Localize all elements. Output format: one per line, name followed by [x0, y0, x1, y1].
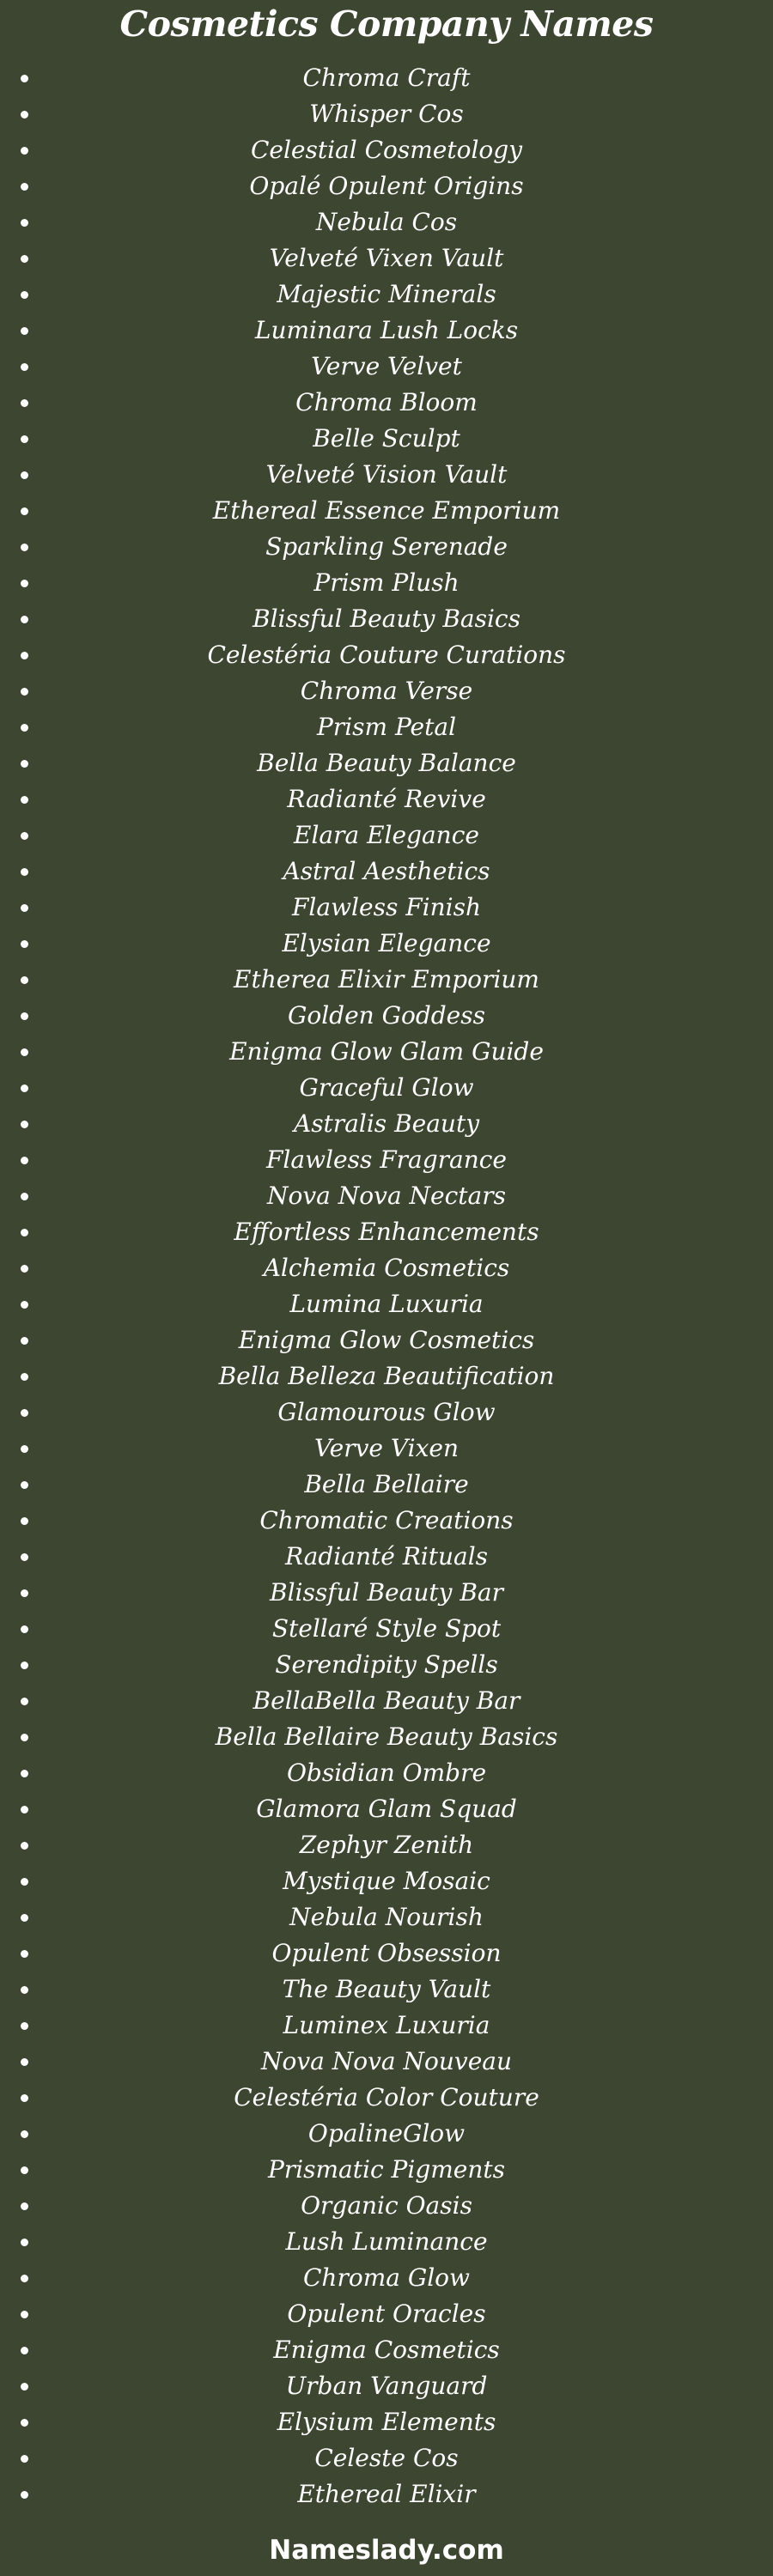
bullet-icon: [21, 471, 28, 479]
list-item: [0, 601, 773, 637]
bullet-icon: [21, 1301, 28, 1309]
bullet-icon: [21, 2130, 28, 2138]
bullet-icon: [21, 2455, 28, 2463]
list-item: [0, 1178, 773, 1214]
company-name: Glamourous Glow: [277, 1398, 496, 1426]
bullet-icon: [21, 2022, 28, 2030]
bullet-icon: [21, 1662, 28, 1669]
company-name: Bella Bellaire Beauty Basics: [215, 1722, 558, 1751]
company-name: Zephyr Zenith: [299, 1831, 474, 1859]
company-name: Elysian Elegance: [282, 929, 491, 957]
company-name: Effortless Enhancements: [234, 1218, 539, 1246]
list-item: [0, 1935, 773, 1971]
bullet-icon: [21, 1589, 28, 1597]
company-name: Chroma Glow: [303, 2263, 470, 2292]
list-item: [0, 96, 773, 132]
list-item: [0, 1070, 773, 1106]
bullet-icon: [21, 904, 28, 912]
list-item: [0, 1863, 773, 1899]
bullet-icon: [21, 363, 28, 371]
company-name: Astralis Beauty: [293, 1109, 480, 1138]
company-name: Mystique Mosaic: [283, 1867, 490, 1895]
company-name: Opulent Oracles: [287, 2300, 486, 2328]
company-name: Bella Bellaire: [304, 1470, 469, 1498]
company-name: Chroma Bloom: [295, 388, 478, 416]
bullet-icon: [21, 111, 28, 118]
list-item: [0, 2332, 773, 2368]
bullet-icon: [21, 2491, 28, 2499]
bullet-icon: [21, 1481, 28, 1489]
list-item: [0, 2080, 773, 2116]
bullet-icon: [21, 2202, 28, 2210]
company-name: Bella Beauty Balance: [257, 749, 516, 777]
list-item: [0, 2116, 773, 2152]
company-name: Whisper Cos: [309, 100, 464, 128]
bullet-icon: [21, 399, 28, 407]
list-item: [0, 890, 773, 926]
bullet-icon: [21, 1842, 28, 1850]
list-item: [0, 1034, 773, 1070]
list-item: [0, 204, 773, 240]
list-item: [0, 132, 773, 168]
company-name: Nebula Nourish: [289, 1903, 484, 1931]
company-name: The Beauty Vault: [282, 1975, 491, 2003]
bullet-icon: [21, 796, 28, 804]
company-name: Nova Nova Nouveau: [260, 2047, 513, 2075]
company-name: Chroma Craft: [302, 64, 471, 92]
company-name: Verve Vixen: [314, 1434, 459, 1462]
company-name: Graceful Glow: [299, 1073, 474, 1102]
bullet-icon: [21, 1048, 28, 1056]
bullet-icon: [21, 2383, 28, 2391]
list-item: [0, 529, 773, 565]
bullet-icon: [21, 2311, 28, 2318]
bullet-icon: [21, 2239, 28, 2246]
bullet-icon: [21, 1265, 28, 1273]
list-item: [0, 1647, 773, 1683]
bullet-icon: [21, 219, 28, 227]
bullet-icon: [21, 1553, 28, 1561]
company-name: Luminex Luxuria: [283, 2011, 490, 2039]
list-item: [0, 745, 773, 781]
bullet-icon: [21, 75, 28, 82]
list-item: [0, 1322, 773, 1358]
bullet-icon: [21, 616, 28, 623]
list-item: [0, 421, 773, 457]
company-name: Majestic Minerals: [277, 280, 496, 308]
company-name: Lush Luminance: [285, 2227, 488, 2256]
bullet-icon: [21, 1229, 28, 1236]
company-name: Ethereal Elixir: [297, 2480, 476, 2508]
company-name: Enigma Cosmetics: [273, 2336, 500, 2364]
company-name: Prism Petal: [316, 713, 457, 741]
footer-site-name: Nameslady.com: [269, 2535, 504, 2566]
list-item: [0, 2368, 773, 2404]
company-name: Ethereal Essence Emporium: [212, 496, 561, 525]
company-name: Glamora Glam Squad: [256, 1795, 517, 1823]
company-name: OpalineGlow: [307, 2119, 466, 2148]
list-item: [0, 168, 773, 204]
list-item: [0, 1286, 773, 1322]
company-name: Prismatic Pigments: [267, 2155, 506, 2184]
bullet-icon: [21, 1409, 28, 1417]
bullet-icon: [21, 1770, 28, 1777]
company-name: Verve Velvet: [311, 352, 462, 380]
company-name: Bella Belleza Beautification: [218, 1362, 555, 1390]
list-item: [0, 998, 773, 1034]
company-name: Organic Oasis: [301, 2191, 472, 2220]
list-item: [0, 1358, 773, 1394]
bullet-icon: [21, 1986, 28, 1994]
list-item: [0, 926, 773, 962]
bullet-icon: [21, 760, 28, 768]
list-item: [0, 1394, 773, 1431]
list-item: [0, 673, 773, 709]
list-item: [0, 2044, 773, 2080]
list-item: [0, 1250, 773, 1286]
list-item: [0, 1467, 773, 1503]
bullet-icon: [21, 1734, 28, 1741]
list-item: [0, 457, 773, 493]
list-item: [0, 1214, 773, 1250]
list-item: [0, 637, 773, 673]
company-name: Enigma Glow Cosmetics: [238, 1326, 535, 1354]
list-item: [0, 2260, 773, 2296]
bullet-icon: [21, 1157, 28, 1164]
bullet-icon: [21, 976, 28, 984]
list-item: [0, 1971, 773, 2008]
list-item: [0, 2296, 773, 2332]
bullet-icon: [21, 1373, 28, 1381]
bullet-icon: [21, 1517, 28, 1525]
list-item: [0, 1611, 773, 1647]
list-item: [0, 854, 773, 890]
company-name: Velveté Vixen Vault: [269, 244, 504, 272]
bullet-icon: [21, 147, 28, 155]
company-name: Nova Nova Nectars: [267, 1182, 506, 1210]
company-name: Enigma Glow Glam Guide: [229, 1037, 544, 1066]
list-item: [0, 2476, 773, 2512]
bullet-icon: [21, 2419, 28, 2427]
company-name: Celestéria Couture Curations: [207, 641, 566, 669]
bullet-icon: [21, 580, 28, 587]
company-name: Nebula Cos: [315, 208, 458, 236]
list-item: [0, 565, 773, 601]
list-item: [0, 385, 773, 421]
bullet-icon: [21, 724, 28, 732]
list-item: [0, 1431, 773, 1467]
list-item: [0, 781, 773, 817]
list-item: [0, 276, 773, 313]
bullet-icon: [21, 544, 28, 551]
company-name: Blissful Beauty Bar: [270, 1578, 503, 1607]
list-item: [0, 817, 773, 854]
company-name: Astral Aesthetics: [283, 857, 490, 885]
company-name: Stellaré Style Spot: [271, 1614, 502, 1643]
bullet-icon: [21, 1806, 28, 1814]
company-name: Radianté Rituals: [284, 1542, 489, 1571]
company-name: Flawless Finish: [292, 893, 481, 921]
list-item: [0, 1719, 773, 1755]
company-name: Elysium Elements: [277, 2408, 496, 2436]
company-name: Opulent Obsession: [271, 1939, 502, 1967]
company-name: Obsidian Ombre: [286, 1759, 487, 1787]
company-name: Golden Goddess: [288, 1001, 485, 1030]
company-name: Celestéria Color Couture: [234, 2083, 539, 2111]
list-item: [0, 709, 773, 745]
list-item: [0, 1683, 773, 1719]
list-item: [0, 1791, 773, 1827]
bullet-icon: [21, 832, 28, 840]
bullet-icon: [21, 1914, 28, 1922]
company-name: Chroma Verse: [300, 677, 473, 705]
bullet-icon: [21, 1084, 28, 1092]
bullet-icon: [21, 507, 28, 515]
company-name: Celeste Cos: [314, 2444, 459, 2472]
company-name: Belle Sculpt: [313, 424, 460, 453]
company-name: Luminara Lush Locks: [254, 316, 519, 344]
company-name: Radianté Revive: [287, 785, 486, 813]
company-name: Serendipity Spells: [275, 1650, 498, 1679]
company-name: Blissful Beauty Basics: [253, 605, 520, 633]
names-list: [0, 60, 773, 2512]
bullet-icon: [21, 291, 28, 299]
bullet-icon: [21, 183, 28, 191]
list-item: [0, 1899, 773, 1935]
list-item: [0, 1575, 773, 1611]
company-name: Celestial Cosmetology: [250, 136, 523, 164]
company-name: Chromatic Creations: [259, 1506, 514, 1534]
list-item: [0, 493, 773, 529]
list-item: [0, 60, 773, 96]
company-name: Etherea Elixir Emporium: [234, 965, 539, 993]
bullet-icon: [21, 2166, 28, 2174]
list-item: [0, 2152, 773, 2188]
bullet-icon: [21, 1698, 28, 1705]
company-name: Flawless Fragrance: [266, 1145, 507, 1174]
bullet-icon: [21, 2275, 28, 2282]
list-item: [0, 1503, 773, 1539]
company-name: BellaBella Beauty Bar: [253, 1686, 520, 1715]
list-item: [0, 349, 773, 385]
bullet-icon: [21, 1121, 28, 1128]
bullet-icon: [21, 868, 28, 876]
bullet-icon: [21, 688, 28, 696]
list-item: [0, 1755, 773, 1791]
bullet-icon: [21, 1950, 28, 1958]
list-item: [0, 2440, 773, 2476]
bullet-icon: [21, 940, 28, 948]
bullet-icon: [21, 2094, 28, 2102]
list-item: [0, 2008, 773, 2044]
list-item: [0, 962, 773, 998]
bullet-icon: [21, 1445, 28, 1453]
bullet-icon: [21, 2058, 28, 2066]
bullet-icon: [21, 1337, 28, 1345]
bullet-icon: [21, 255, 28, 263]
list-item: [0, 1106, 773, 1142]
company-name: Alchemia Cosmetics: [263, 1254, 510, 1282]
list-item: [0, 313, 773, 349]
bullet-icon: [21, 652, 28, 659]
bullet-icon: [21, 435, 28, 443]
bullet-icon: [21, 2347, 28, 2354]
list-item: [0, 2404, 773, 2440]
company-name: Urban Vanguard: [285, 2372, 488, 2400]
company-name: Opalé Opulent Origins: [249, 172, 524, 200]
bullet-icon: [21, 1193, 28, 1200]
list-item: [0, 1539, 773, 1575]
bullet-icon: [21, 1625, 28, 1633]
company-name: Prism Plush: [313, 568, 460, 597]
bullet-icon: [21, 327, 28, 335]
page-title: Cosmetics Company Names: [119, 3, 654, 45]
list-item: [0, 1827, 773, 1863]
company-name: Sparkling Serenade: [265, 532, 508, 561]
list-item: [0, 2224, 773, 2260]
company-name: Lumina Luxuria: [289, 1290, 484, 1318]
company-name: Velveté Vision Vault: [265, 460, 508, 489]
company-name: Elara Elegance: [294, 821, 479, 849]
bullet-icon: [21, 1878, 28, 1886]
list-item: [0, 240, 773, 276]
list-item: [0, 2188, 773, 2224]
list-item: [0, 1142, 773, 1178]
bullet-icon: [21, 1012, 28, 1020]
